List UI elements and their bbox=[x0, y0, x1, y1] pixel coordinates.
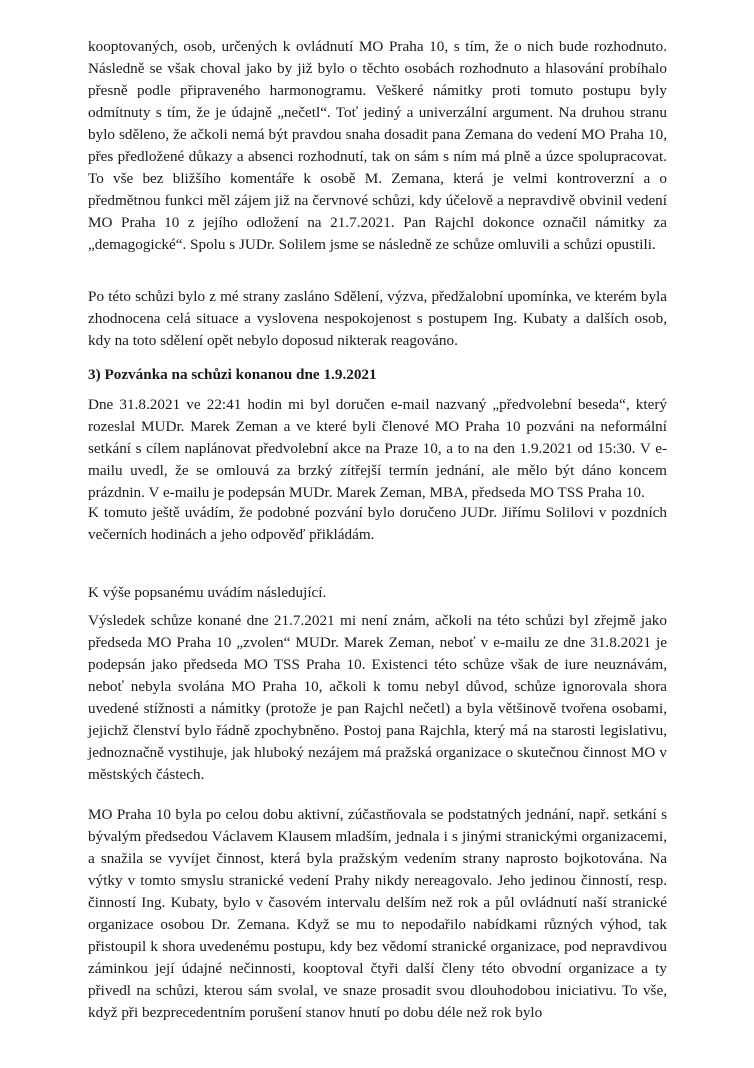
paragraph-continuation: kooptovaných, osob, určených k ovládnutí MO Praha 10, s tím, že o nich bude rozhodnuto. Následně se však choval jako by již bylo o těchto osobách rozhodnuto a hlasování probíhalo přesně podle připraveného harmonogramu. Veškeré námitky proti tomuto postupu byly odmítnuty s tím, že je údajně „nečetl“. Toť jediný a univerzální argument. Na druhou stranu bylo sděleno, že ačkoli nemá být pravdou snaha dosadit pana Zemana do vedení MO Praha 10, přes předložené důkazy a absenci rozhodnutí, tak on sám s ním má plně a úzce spolupracovat. To vše bez bližšího komentáře k osobě M. Zemana, která je velmi kontroverzní a o předmětnou funkci měl zájem již na červnové schůzi, kdy účelově a nepravdivě obvinil vedení MO Praha 10 z jejího odložení na 21.7.2021. Pan Rajchl dokonce označil námitky za „demagogické“. Spolu s JUDr. Solilem jsme se následně ze schůze omluvili a schůzi opustili. bbox=[88, 38, 667, 253]
paragraph-email: Dne 31.8.2021 ve 22:41 hodin mi byl doručen e-mail nazvaný „předvolební beseda“, který rozeslal MUDr. Marek Zeman a ve které byli členové MO Praha 10 pozváni na neformální setkání s cílem naplánovat předvolební akce na Praze 10, a to na den 1.9.2021 od 15:30. V e-mailu uvedl, že se omlouvá za brzký zítřejší termín jednání, ale mělo být dáno koncem prázdnin. V e-mailu je podepsán MUDr. Marek Zeman, MBA, předseda MO TSS Praha 10. bbox=[88, 396, 667, 501]
paragraph-notice: Po této schůzi bylo z mé strany zasláno Sdělení, výzva, předžalobní upomínka, ve kterém byla zhodnocena celá situace a vyslovena nespokojenost s postupem Ing. Kubaty a dalších osob, kdy na toto sdělení opět nebylo doposud nikterak reagováno. bbox=[88, 288, 667, 349]
section-heading: 3) Pozvánka na schůzi konanou dne 1.9.2021 bbox=[88, 366, 377, 383]
paragraph-activity: MO Praha 10 byla po celou dobu aktivní, zúčastňovala se podstatných jednání, např. setkání s bývalým předsedou Václavem Klausem mladším, jednala i s jinými stranickými organizacemi, a snažila se vyvíjet činnost, která byla pražským vedením strany naprosto bojkotována. Na výtky v tomto smyslu stranické vedení Prahy nikdy nereagovalo. Jeho jedinou činností, resp. činností Ing. Kubaty, bylo v časovém intervalu delším než rok a půl ovládnutí naší stranické organizace osobou Dr. Zemana. Když se mu to nepodařilo nabídkami různých výhod, tak přistoupil k shora uvedenému postupu, kdy bez vědomí stranické organizace, pod nepravdivou záminkou její údajné nečinnosti, kooptoval čtyři další členy této obvodní organizace a ty přivedl na schůzi, kterou sám svolal, ve snaze prosadit svou dlouhodobou iniciativu. To vše, když při bezprecedentním porušení stanov hnutí po dobu déle než rok bylo bbox=[88, 806, 667, 1021]
paragraph-invitation: K tomuto ještě uvádím, že podobné pozvání bylo doručeno JUDr. Jiřímu Solilovi v pozdních večerních hodinách a jeho odpověď přikládám. bbox=[88, 504, 667, 543]
paragraph-result: Výsledek schůze konané dne 21.7.2021 mi není znám, ačkoli na této schůzi byl zřejmě jako předseda MO Praha 10 „zvolen“ MUDr. Marek Zeman, neboť v e-mailu ze dne 31.8.2021 je podepsán jako předseda MO TSS Praha 10. Existenci této schůze však de iure neuznávám, neboť nebyla svolána MO Praha 10, ačkoli k tomu nebyl důvod, schůze ignorovala shora uvedené stížnosti a námitky (protože je pan Rajchl nečetl) a byla většinově tvořena osobami, jejichž členství bylo řádně zpochybněno. Postoj pana Rajchla, který má na starosti legislativu, jednoznačně vystihuje, jak hluboký nezájem má pražská organizace o skutečnou činnost MO v městských částech. bbox=[88, 612, 667, 783]
paragraph-intro: K výše popsanému uvádím následující. bbox=[88, 584, 327, 601]
